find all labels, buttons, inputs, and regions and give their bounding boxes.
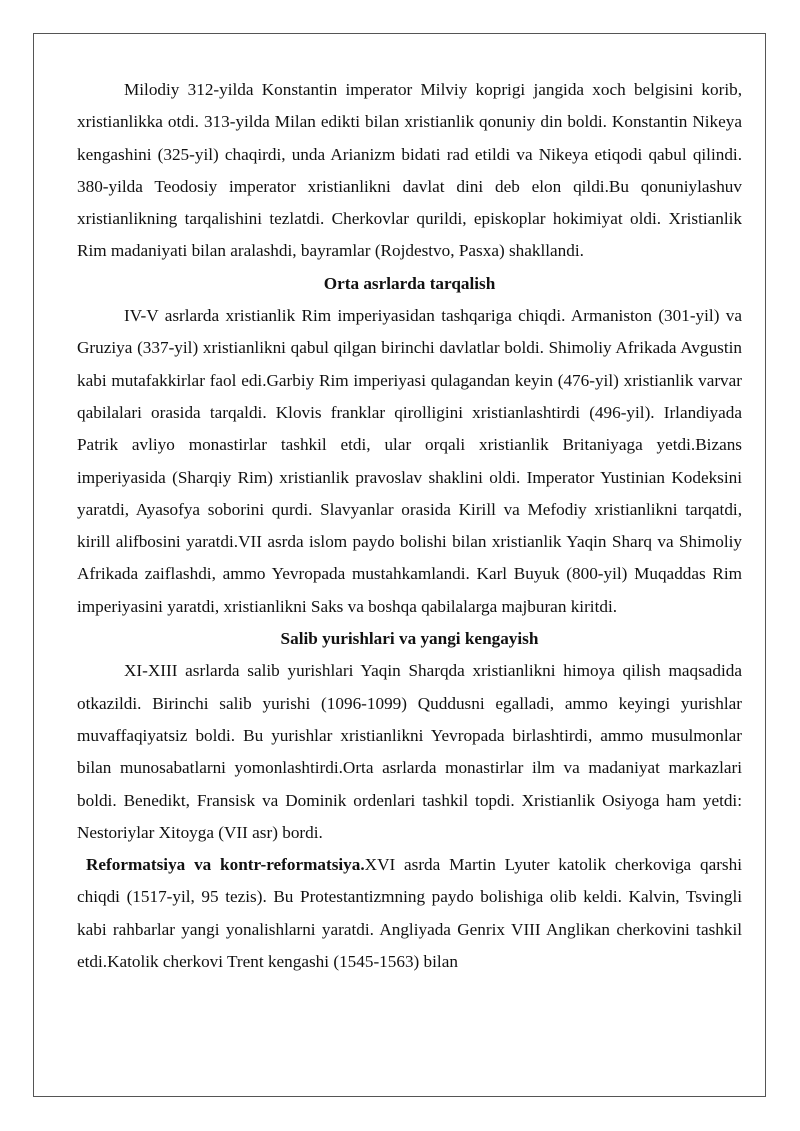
reformation-text: XVI asrda Martin Lyuter katolik cherkoviga qarshi chiqdi (1517-yil, 95 tezis). Bu Protestantizmning paydo bolishiga olib keldi. Kalvin, Tsvingli kabi rahbarlar yangi yonalishlarni yaratdi. Angliyada Genrix VIII Anglikan cherkovini tashkil etdi.Katolik cherkovi Trent kengashi (1545-1563) bilan bbox=[77, 855, 742, 972]
reformation-heading: Reformatsiya va kontr-reformatsiya. bbox=[86, 855, 365, 875]
section-heading-medieval: Orta asrlarda tarqalish bbox=[323, 273, 496, 293]
reformation-paragraph bbox=[77, 849, 742, 978]
intro-paragraph: Milodiy 312-yilda Konstantin imperator Milviy koprigi jangida xoch belgisini korib, xristianlikka otdi. 313-yilda Milan edikti bilan xristianlik qonuniy din boldi. Konstantin Nikeya kengashini (325-yil) chaqirdi, unda Arianizm bidati rad etildi va Nikeya etiqodi qabul qilindi. 380-yilda Teodosiy imperator xristianlikni davlat dini deb elon qildi.Bu qonuniylashuv xristianlikning tarqalishini tezlatdi. Cherkovlar qurildi, episkoplar hokimiyat oldi. Xristianlik Rim madaniyati bilan aralashdi, bayramlar (Rojdestvo, Pasxa) shakllandi. bbox=[77, 80, 742, 261]
document-body bbox=[77, 74, 742, 978]
medieval-paragraph: IV-V asrlarda xristianlik Rim imperiyasidan tashqariga chiqdi. Armaniston (301-yil) va Gruziya (337-yil) xristianlikni qabul qilgan birinchi davlatlar boldi. Shimoliy Afrikada Avgustin kabi mutafakkirlar faol edi.Garbiy Rim imperiyasi qulagandan keyin (476-yil) xristianlik varvar qabilalari orasida tarqaldi. Klovis franklar qirolligini xristianlashtirdi (496-yil). Irlandiyada Patrik avliyo monastirlar tashkil etdi, ular orqali xristianlik Britaniyaga yetdi.Bizans imperiyasida (Sharqiy Rim) xristianlik pravoslav shaklini oldi. Imperator Yustinian Kodeksini yaratdi, Ayasofya soborini qurdi. Slavyanlar orasida Kirill va Mefodiy xristianlikni tarqatdi, kirill alifbosini yaratdi.VII asrda islom paydo bolishi bilan xristianlik Yaqin Sharq va Shimoliy Afrikada zaiflashdi, ammo Yevropada mustahkamlandi. Karl Buyuk (800-yil) Muqaddas Rim imperiyasini yaratdi, xristianlikni Saks va boshqa qabilalarga majburan kiritdi. bbox=[77, 306, 742, 616]
crusades-paragraph: XI-XIII asrlarda salib yurishlari Yaqin Sharqda xristianlikni himoya qilish maqsadida otkazildi. Birinchi salib yurishi (1096-1099) Quddusni egalladi, ammo keyingi yurishlar muvaffaqiyatsiz boldi. Bu yurishlar xristianlikni Yevropada birlashtirdi, ammo musulmonlar bilan munosabatlarni yomonlashtirdi.Orta asrlarda monastirlar ilm va madaniyat markazlari boldi. Benedikt, Fransisk va Dominik ordenlari tashkil topdi. Xristianlik Osiyoga ham yetdi: Nestoriylar Xitoyga (VII asr) bordi. bbox=[77, 661, 742, 842]
section-heading-crusades: Salib yurishlari va yangi kengayish bbox=[280, 629, 539, 649]
